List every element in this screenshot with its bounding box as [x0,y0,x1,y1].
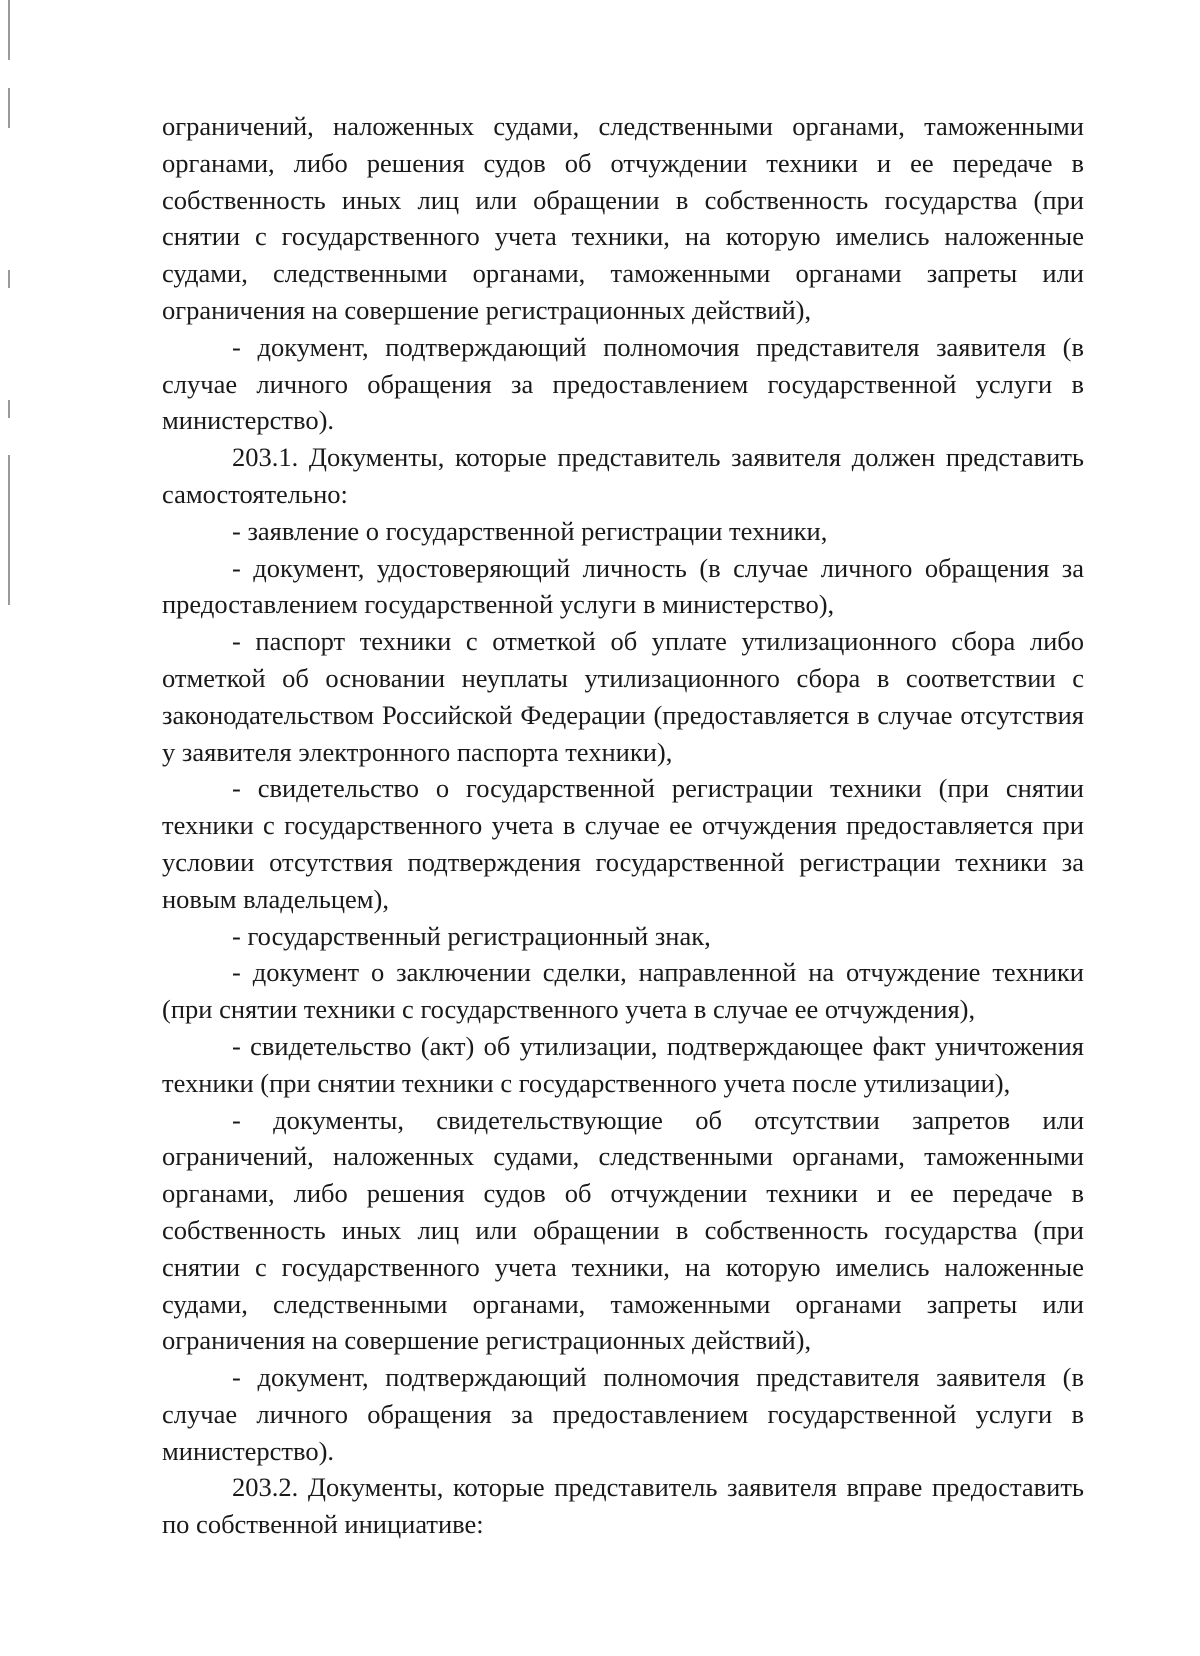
scan-edge-mark [8,400,10,418]
list-item: - документ, подтверждающий полномочия представителя заявителя (в случае личного обращения за предоставлением государственной услуги в министерство). [162,1362,1084,1466]
section-heading: 203.2. Документы, которые представитель заявителя вправе предоставить по собственной инициативе: [162,1472,1084,1540]
list-item: - документы, свидетельствующие об отсутствии запретов или ограничений, наложенных судами, следственными органами, таможенными органами, либо решения судов об отчуждении техники и ее передаче в собственность иных лиц или обращении в собственность государства (при снятии с государственного учета техники, на которую имелись наложенные судами, следственными органами, таможенными органами запреты или ограничения на совершение регистрационных действий), [162,1104,1084,1356]
list-item: - государственный регистрационный знак, [232,920,711,951]
paragraph: ограничений, наложенных судами, следственными органами, таможенными органами, либо решения судов об отчуждении техники и ее передаче в собственность иных лиц или обращении в собственность государства (при снятии с государственного учета техники, на которую имелись наложенные судами, следственными органами, таможенными органами запреты или ограничения на совершение регистрационных действий), [162,111,1084,325]
section-heading: 203.1. Документы, которые представитель заявителя должен представить самостоятельно: [162,442,1084,509]
list-item: - документ, удостоверяющий личность (в случае личного обращения за предоставлением государственной услуги в министерство), [162,552,1084,620]
scan-edge-mark [8,270,10,288]
scan-edge-mark [8,455,10,605]
paragraph: - документ, подтверждающий полномочия представителя заявителя (в случае личного обращения за предоставлением государственной услуги в министерство). [162,331,1084,436]
document-page [162,108,1084,1543]
scan-edge-mark [8,88,10,128]
list-item: - свидетельство о государственной регистрации техники (при снятии техники с государственного учета в случае ее отчуждения предоставляется при условии отсутствия подтверждения государственной регистрации техники за новым владельцем), [162,773,1084,914]
list-item: - документ о заключении сделки, направленной на отчуждение техники (при снятии техники с государственного учета в случае ее отчуждения), [162,957,1084,1025]
list-item: - заявление о государственной регистрации техники, [232,515,828,546]
scan-edge-mark [8,0,10,60]
list-item: - свидетельство (акт) об утилизации, подтверждающее факт уничтожения техники (при снятии техники с государственного учета после утилизации), [162,1030,1084,1098]
list-item: - паспорт техники с отметкой об уплате утилизационного сбора либо отметкой об основании неуплаты утилизационного сбора в соответствии с законодательством Российской Федерации (предоставляется в случае отсутствия у заявителя электронного паспорта техники), [162,626,1084,767]
